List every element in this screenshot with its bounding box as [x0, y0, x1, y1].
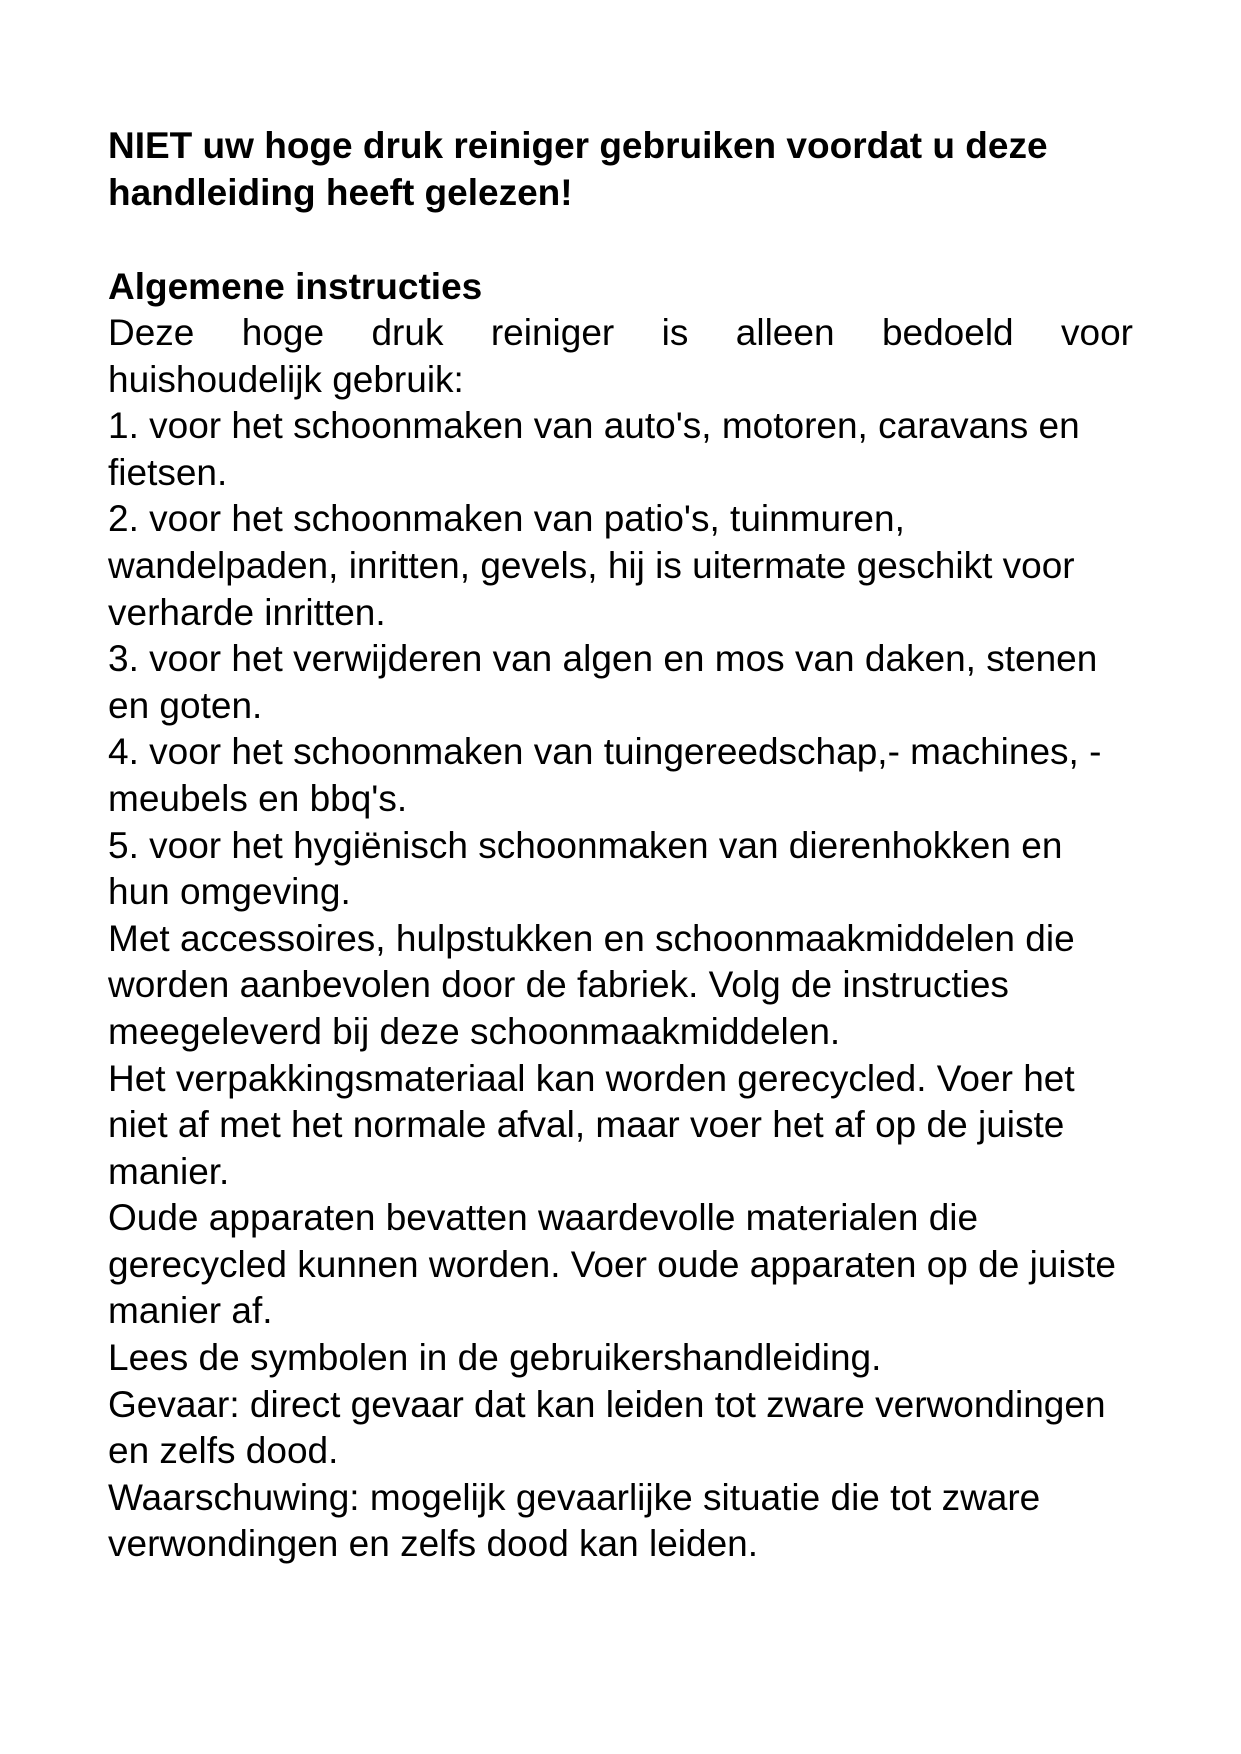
- intro-continuation: huishoudelijk gebruik:: [108, 358, 464, 400]
- warning-heading: NIET uw hoge druk reiniger gebruiken voordat u deze handleiding heeft gelezen!: [108, 125, 1048, 213]
- section-title: Algemene instructies: [108, 266, 483, 307]
- intro-word: bedoeld: [881, 312, 1014, 353]
- list-item: 2. voor het schoonmaken van patio's, tuinmuren, wandelpaden, inritten, gevels, hij is uitermate geschikt voor verharde inritten.: [108, 498, 1075, 633]
- intro-word: Deze: [108, 312, 195, 353]
- intro-word: druk: [371, 312, 444, 353]
- paragraph-symbols: Lees de symbolen in de gebruikershandleiding.: [108, 1337, 882, 1379]
- intro-word: alleen: [735, 312, 835, 353]
- intro-line: [108, 310, 1133, 357]
- intro-word: is: [661, 312, 689, 353]
- list-item: 3. voor het verwijderen van algen en mos van daken, stenen en goten.: [108, 638, 1098, 726]
- intro-word: voor: [1061, 312, 1133, 353]
- list-item: 1. voor het schoonmaken van auto's, motoren, caravans en fietsen.: [108, 405, 1080, 493]
- intro-word: hoge: [241, 312, 325, 353]
- paragraph-warning: Waarschuwing: mogelijk gevaarlijke situatie die tot zware verwondingen en zelfs dood kan leiden.: [108, 1476, 1041, 1565]
- list-item: 4. voor het schoonmaken van tuingereedschap,- machines, -meubels en bbq's.: [108, 731, 1102, 819]
- paragraph-packaging: Het verpakkingsmateriaal kan worden gerecycled. Voer het niet af met het normale afval, maar voer het af op de juiste manier.: [108, 1057, 1075, 1192]
- paragraph-danger: Gevaar: direct gevaar dat kan leiden tot zware verwondingen en zelfs dood.: [108, 1383, 1106, 1472]
- paragraph-old-devices: Oude apparaten bevatten waardevolle materialen die gerecycled kunnen worden. Voer oude apparaten op de juiste manier af.: [108, 1197, 1116, 1332]
- manual-page: [108, 122, 1133, 1568]
- intro-word: reiniger: [490, 312, 615, 353]
- paragraph-accessories: Met accessoires, hulpstukken en schoonmaakmiddelen die worden aanbevolen door de fabriek. Volg de instructies meegeleverd bij deze schoonmaakmiddelen.: [108, 917, 1075, 1052]
- list-item: 5. voor het hygiënisch schoonmaken van dierenhokken en hun omgeving.: [108, 824, 1063, 913]
